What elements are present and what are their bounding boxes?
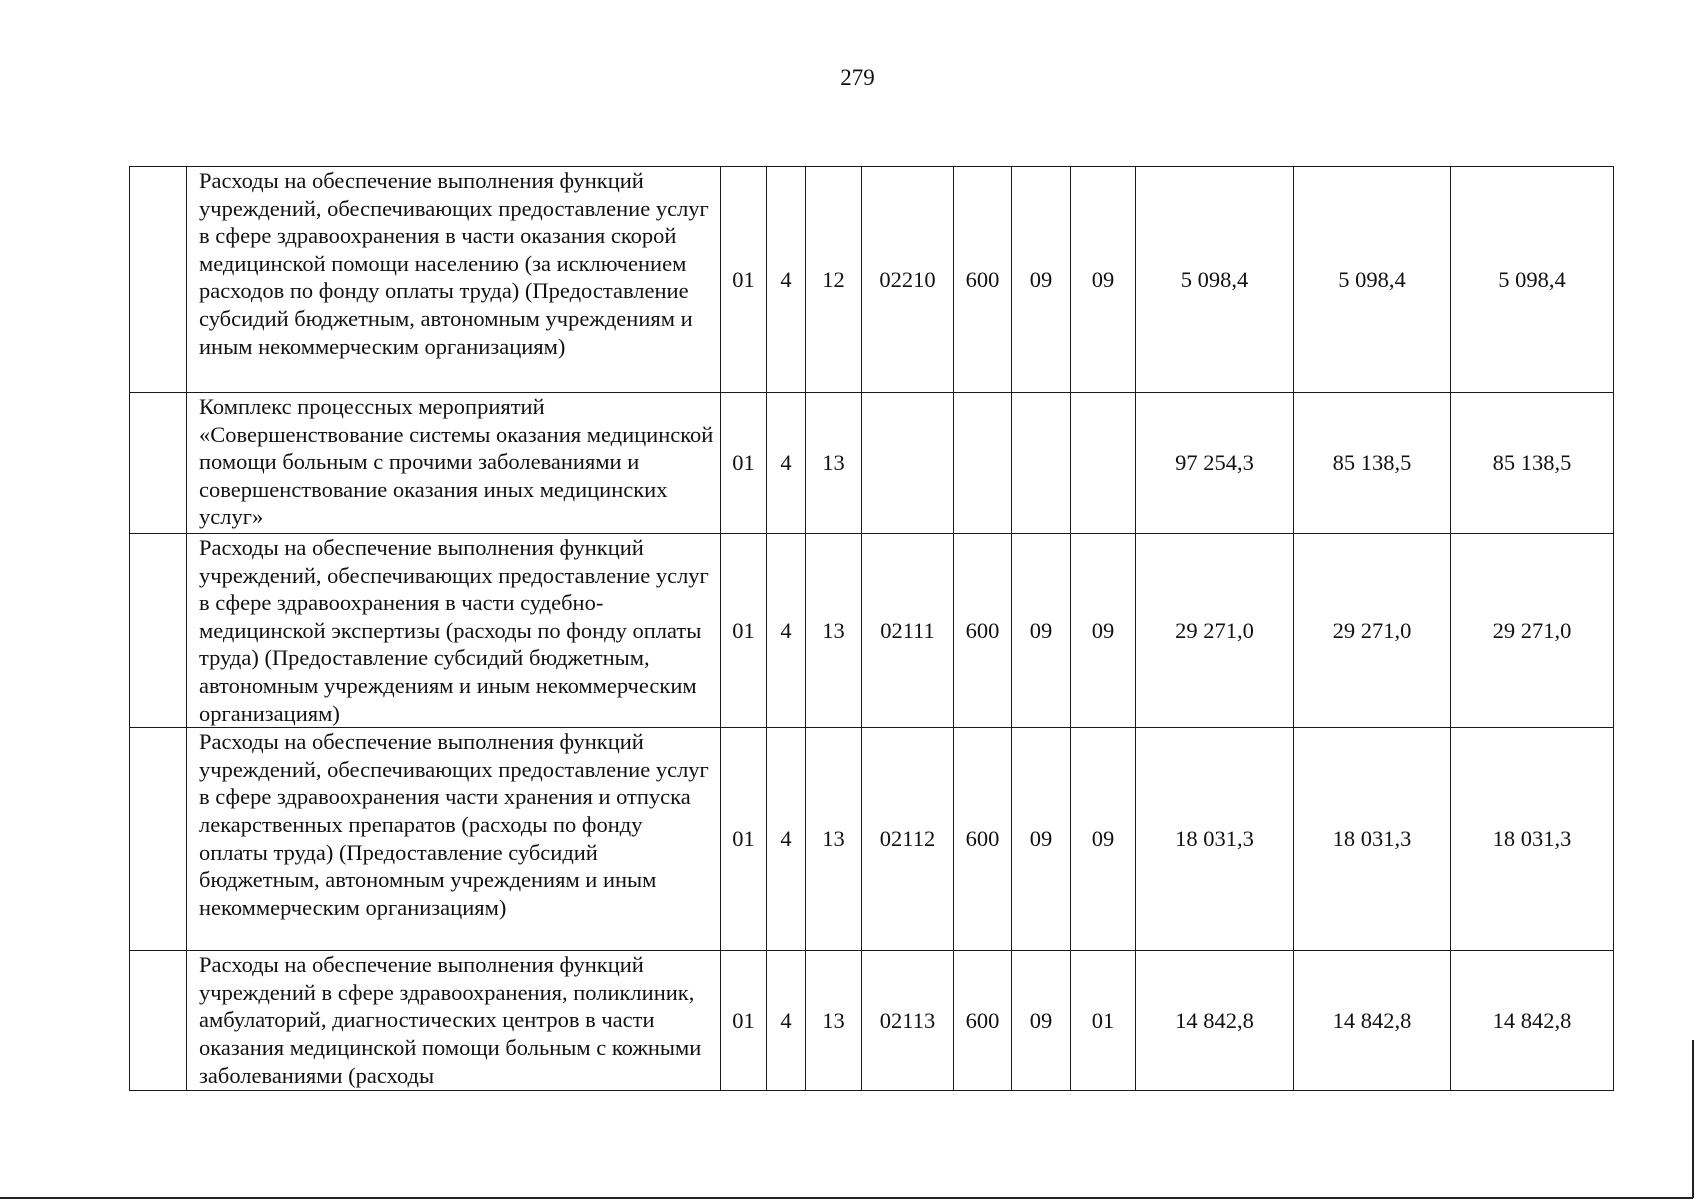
code-cell: 4	[767, 728, 806, 951]
table-row	[130, 534, 1614, 728]
code-cell: 01	[721, 534, 767, 728]
code-cell	[862, 393, 954, 534]
code-cell: 09	[1012, 167, 1071, 393]
code-cell: 600	[954, 534, 1012, 728]
table-row	[130, 951, 1614, 1091]
amount-cell: 29 271,0	[1451, 534, 1614, 728]
row-number-cell	[130, 951, 187, 1091]
row-number-cell	[130, 534, 187, 728]
code-cell: 01	[721, 167, 767, 393]
amount-cell: 5 098,4	[1294, 167, 1451, 393]
code-cell: 4	[767, 951, 806, 1091]
row-number-cell	[130, 728, 187, 951]
page-right-border	[1692, 1040, 1694, 1198]
code-cell: 02111	[862, 534, 954, 728]
code-cell: 4	[767, 534, 806, 728]
code-cell: 09	[1012, 951, 1071, 1091]
code-cell: 02210	[862, 167, 954, 393]
code-cell: 600	[954, 728, 1012, 951]
code-cell	[1012, 393, 1071, 534]
code-cell: 02113	[862, 951, 954, 1091]
table-row	[130, 393, 1614, 534]
code-cell: 13	[806, 728, 862, 951]
code-cell: 13	[806, 951, 862, 1091]
code-cell: 13	[806, 534, 862, 728]
amount-cell: 85 138,5	[1451, 393, 1614, 534]
page-bottom-border	[0, 1197, 1693, 1199]
code-cell	[1071, 393, 1136, 534]
code-cell: 09	[1012, 728, 1071, 951]
code-cell: 09	[1071, 167, 1136, 393]
row-number-cell	[130, 393, 187, 534]
code-cell: 02112	[862, 728, 954, 951]
description-cell: Комплекс процессных мероприятий «Совершенствование системы оказания медицинской помощи больным с прочими заболеваниями и совершенствование оказания иных медицинских услуг»	[187, 393, 721, 534]
amount-cell: 18 031,3	[1294, 728, 1451, 951]
amount-cell: 14 842,8	[1294, 951, 1451, 1091]
row-number-cell	[130, 167, 187, 393]
amount-cell: 29 271,0	[1294, 534, 1451, 728]
amount-cell: 14 842,8	[1451, 951, 1614, 1091]
amount-cell: 18 031,3	[1136, 728, 1294, 951]
amount-cell: 18 031,3	[1451, 728, 1614, 951]
code-cell: 13	[806, 393, 862, 534]
code-cell: 09	[1071, 534, 1136, 728]
amount-cell: 5 098,4	[1136, 167, 1294, 393]
code-cell: 09	[1012, 534, 1071, 728]
code-cell: 01	[721, 951, 767, 1091]
code-cell: 600	[954, 167, 1012, 393]
description-cell: Расходы на обеспечение выполнения функций учреждений в сфере здравоохранения, поликлиник, амбулаторий, диагностических центров в части оказания медицинской помощи больным с кожными заболеваниями (расходы	[187, 951, 721, 1091]
code-cell: 600	[954, 951, 1012, 1091]
table-row	[130, 167, 1614, 393]
description-cell: Расходы на обеспечение выполнения функций учреждений, обеспечивающих предоставление услуг в сфере здравоохранения части хранения и отпуска лекарственных препаратов (расходы по фонду оплаты труда) (Предоставление субсидий бюджетным, автономным учреждениям и иным некоммерческим организациям)	[187, 728, 721, 951]
page-number: 279	[840, 65, 875, 90]
code-cell: 01	[721, 393, 767, 534]
amount-cell: 85 138,5	[1294, 393, 1451, 534]
description-cell: Расходы на обеспечение выполнения функций учреждений, обеспечивающих предоставление услуг в сфере здравоохранения в части судебно-медицинской экспертизы (расходы по фонду оплаты труда) (Предоставление субсидий бюджетным, автономным учреждениям и иным некоммерческим организациям)	[187, 534, 721, 728]
budget-table	[129, 166, 1614, 1091]
code-cell: 4	[767, 167, 806, 393]
code-cell: 09	[1071, 728, 1136, 951]
amount-cell: 5 098,4	[1451, 167, 1614, 393]
amount-cell: 29 271,0	[1136, 534, 1294, 728]
code-cell: 4	[767, 393, 806, 534]
code-cell: 01	[721, 728, 767, 951]
amount-cell: 14 842,8	[1136, 951, 1294, 1091]
code-cell: 01	[1071, 951, 1136, 1091]
description-cell: Расходы на обеспечение выполнения функций учреждений, обеспечивающих предоставление услуг в сфере здравоохранения в части оказания скорой медицинской помощи населению (за исключением расходов по фонду оплаты труда) (Предоставление субсидий бюджетным, автономным учреждениям и иным некоммерческим организациям)	[187, 167, 721, 393]
code-cell: 12	[806, 167, 862, 393]
code-cell	[954, 393, 1012, 534]
table-row	[130, 728, 1614, 951]
amount-cell: 97 254,3	[1136, 393, 1294, 534]
